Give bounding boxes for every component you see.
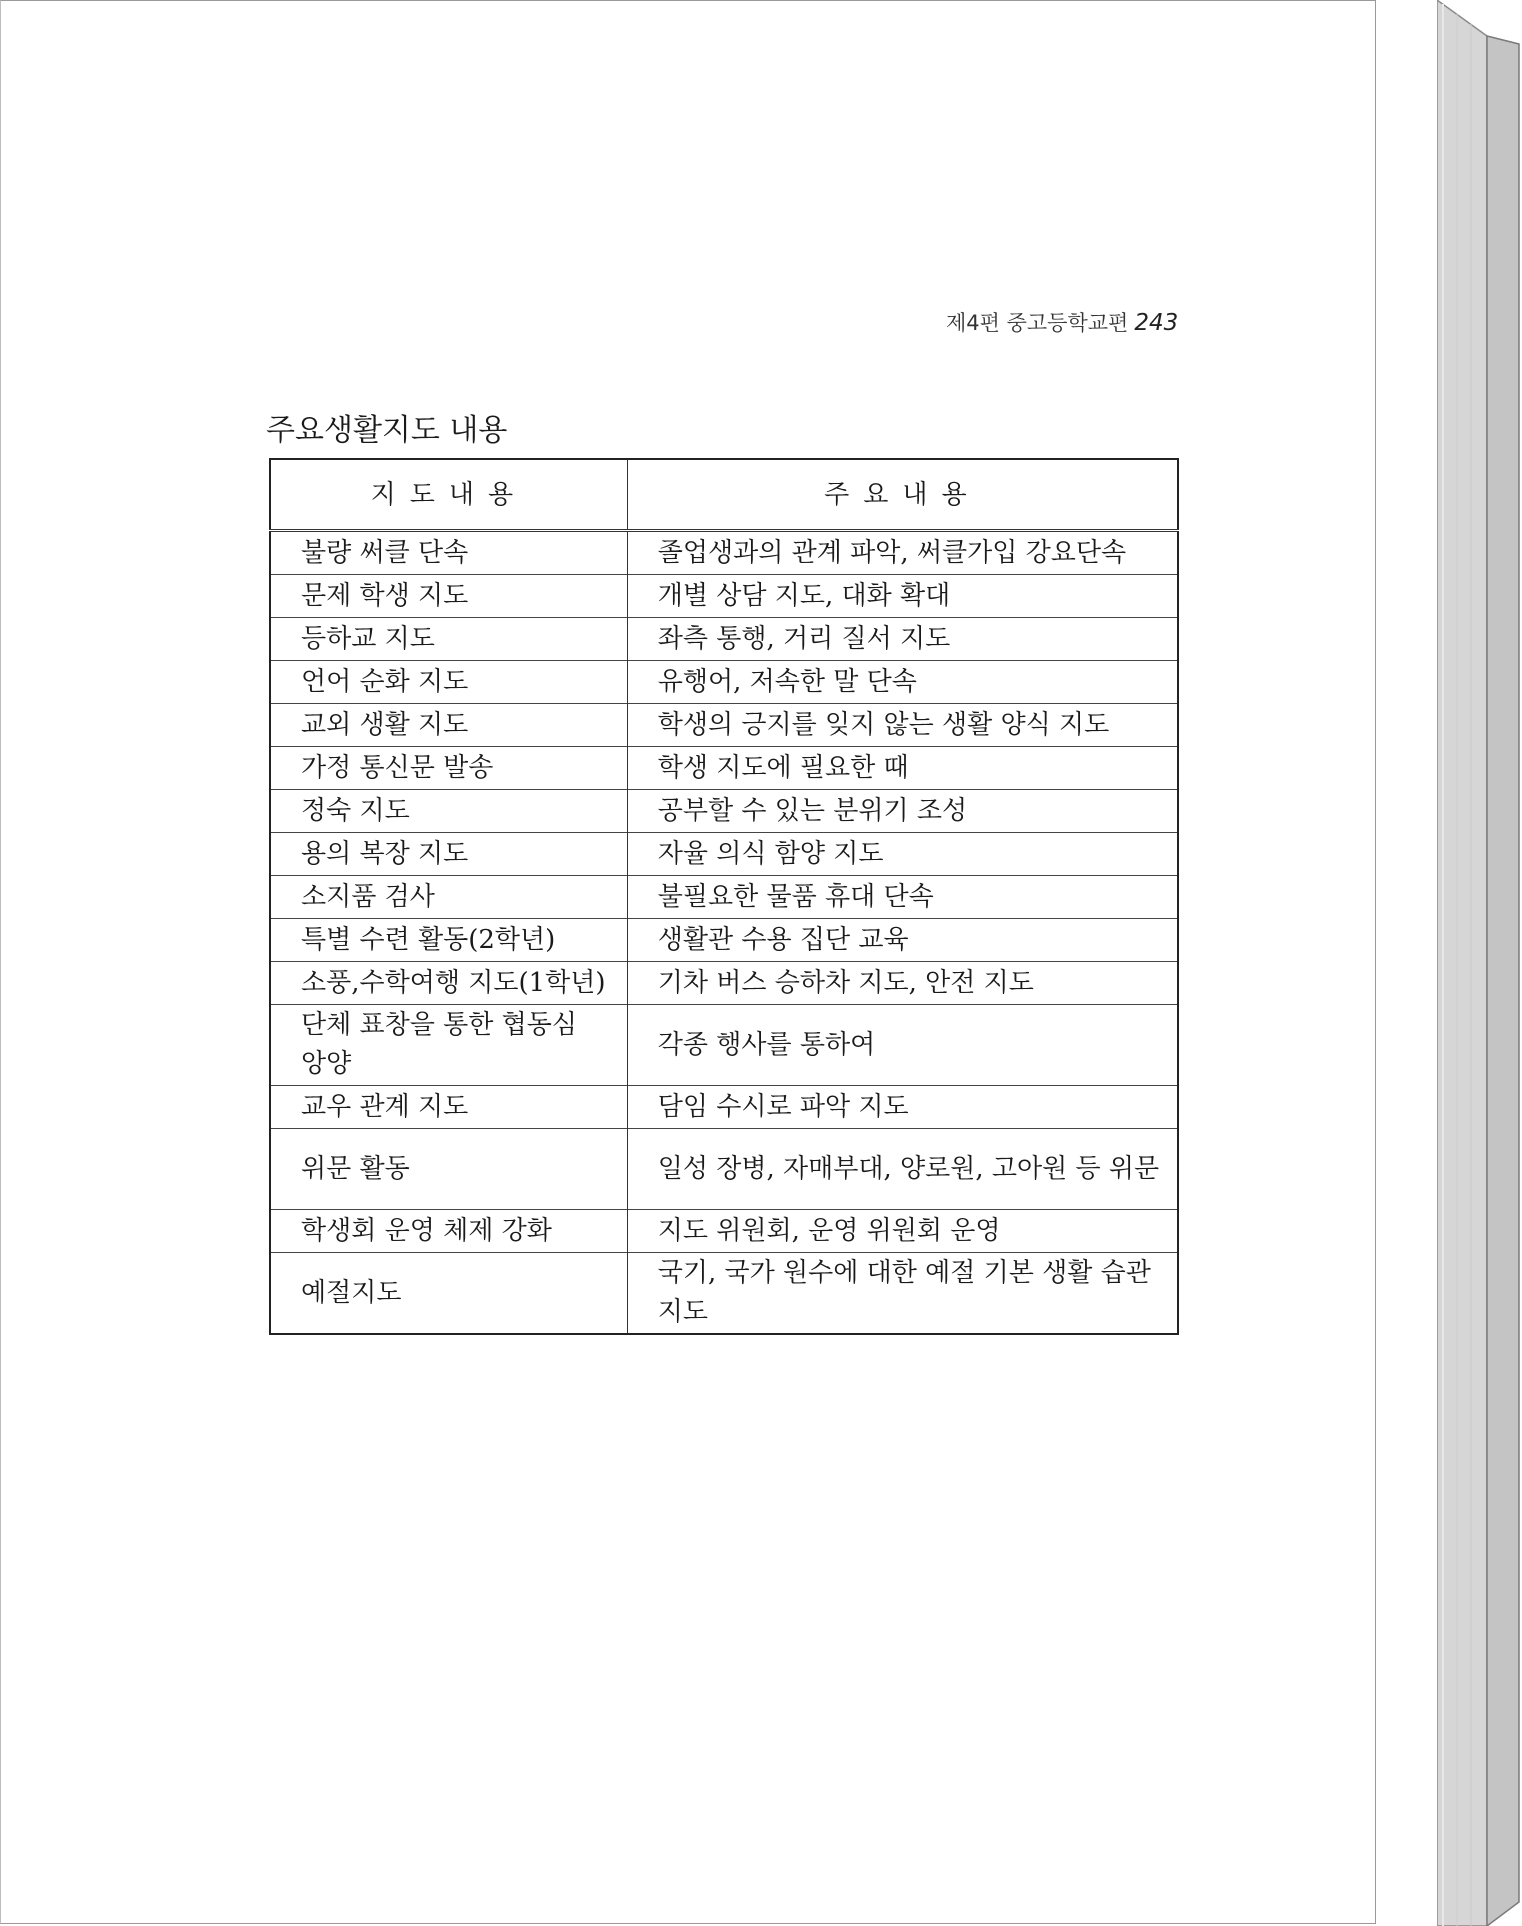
running-head-title: 제4편 중고등학교편: [946, 311, 1129, 335]
content-cell: 공부할 수 있는 분위기 조성: [627, 790, 1178, 833]
page-number: 243: [1134, 310, 1179, 336]
content-cell: 각종 행사를 통하여: [627, 1005, 1178, 1086]
table-row: [270, 876, 1178, 919]
guidance-cell: 특별 수련 활동(2학년): [270, 919, 627, 962]
column-header-guidance: 지도내용: [270, 459, 627, 531]
content-cell: 생활관 수용 집단 교육: [627, 919, 1178, 962]
guidance-table: [269, 458, 1179, 1335]
running-head: [946, 307, 1178, 337]
table-header-row: [270, 459, 1178, 531]
table-row: [270, 962, 1178, 1005]
guidance-cell: 예절지도: [270, 1253, 627, 1335]
content-cell: 개별 상담 지도, 대화 확대: [627, 575, 1178, 618]
column-header-content: 주요내용: [627, 459, 1178, 531]
content-cell: 기차 버스 승하차 지도, 안전 지도: [627, 962, 1178, 1005]
content-cell: 유행어, 저속한 말 단속: [627, 661, 1178, 704]
table-row: [270, 661, 1178, 704]
guidance-cell: 단체 표창을 통한 협동심 앙양: [270, 1005, 627, 1086]
guidance-cell: 교외 생활 지도: [270, 704, 627, 747]
table-row: [270, 618, 1178, 661]
table-row: [270, 1005, 1178, 1086]
table-row: [270, 833, 1178, 876]
page-stack-edge: [1437, 0, 1522, 1926]
table-row: [270, 575, 1178, 618]
guidance-cell: 학생회 운영 체제 강화: [270, 1210, 627, 1253]
table-row: [270, 790, 1178, 833]
content-cell: 담임 수시로 파악 지도: [627, 1086, 1178, 1129]
content-cell: 자율 의식 함양 지도: [627, 833, 1178, 876]
table-row: [270, 747, 1178, 790]
table-row: [270, 704, 1178, 747]
content-cell: 불필요한 물품 휴대 단속: [627, 876, 1178, 919]
guidance-cell: 위문 활동: [270, 1129, 627, 1210]
content-cell: 일성 장병, 자매부대, 양로원, 고아원 등 위문: [627, 1129, 1178, 1210]
table-row: [270, 1253, 1178, 1335]
content-cell: 학생의 긍지를 잊지 않는 생활 양식 지도: [627, 704, 1178, 747]
guidance-cell: 정숙 지도: [270, 790, 627, 833]
guidance-cell: 용의 복장 지도: [270, 833, 627, 876]
guidance-cell: 문제 학생 지도: [270, 575, 627, 618]
table-row: [270, 1210, 1178, 1253]
guidance-cell: 언어 순화 지도: [270, 661, 627, 704]
content-cell: 국기, 국가 원수에 대한 예절 기본 생활 습관 지도: [627, 1253, 1178, 1335]
content-cell: 학생 지도에 필요한 때: [627, 747, 1178, 790]
guidance-cell: 소풍,수학여행 지도(1학년): [270, 962, 627, 1005]
table-row: [270, 919, 1178, 962]
table-row: [270, 531, 1178, 575]
guidance-cell: 소지품 검사: [270, 876, 627, 919]
content-cell: 졸업생과의 관계 파악, 써클가입 강요단속: [627, 531, 1178, 575]
guidance-cell: 불량 써클 단속: [270, 531, 627, 575]
content-cell: 지도 위원회, 운영 위원회 운영: [627, 1210, 1178, 1253]
guidance-cell: 등하교 지도: [270, 618, 627, 661]
section-title: 주요생활지도 내용: [266, 413, 508, 448]
table-row: [270, 1086, 1178, 1129]
guidance-cell: 교우 관계 지도: [270, 1086, 627, 1129]
content-cell: 좌측 통행, 거리 질서 지도: [627, 618, 1178, 661]
table-row: [270, 1129, 1178, 1210]
guidance-cell: 가정 통신문 발송: [270, 747, 627, 790]
